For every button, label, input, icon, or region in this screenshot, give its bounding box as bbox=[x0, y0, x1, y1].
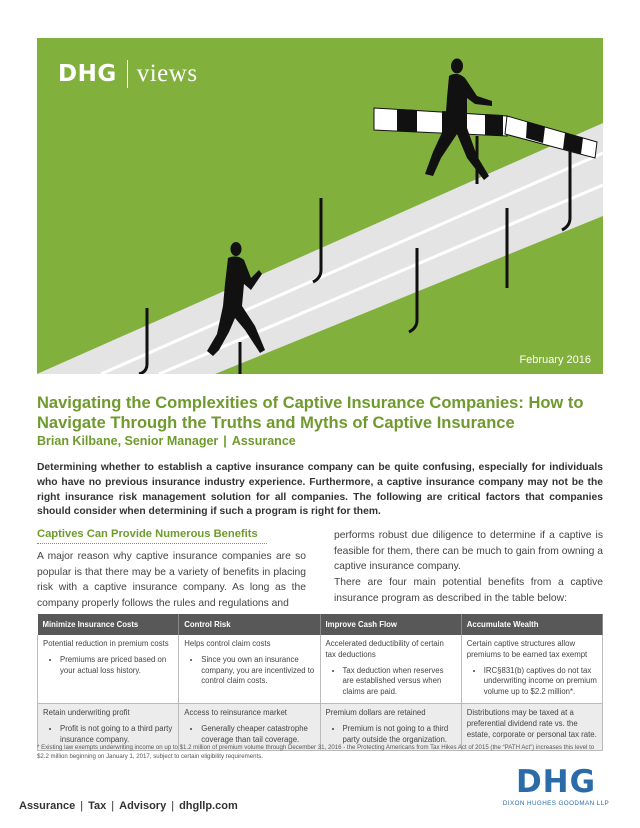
logo-word: views bbox=[136, 60, 198, 87]
department: Assurance bbox=[231, 434, 296, 448]
logo-mark: DHG bbox=[58, 61, 117, 87]
footer-link-tax[interactable]: Tax bbox=[88, 800, 107, 812]
footer-links bbox=[19, 800, 238, 812]
dhg-brand-logo bbox=[497, 766, 615, 807]
byline-separator: | bbox=[223, 434, 227, 448]
cell-text: Helps control claim costs bbox=[184, 639, 271, 648]
header-accumulate-wealth: Accumulate Wealth bbox=[461, 614, 602, 635]
footer-link-advisory[interactable]: Advisory bbox=[119, 800, 167, 812]
table-header-row bbox=[38, 614, 603, 635]
cell-text: Potential reduction in premium costs bbox=[43, 639, 169, 648]
column-1-text: A major reason why captive insurance companies are so popular is that there may be a variety of benefits in placing risk with a captive insurance company. As long as the company properly follows the rules and regulations and bbox=[37, 551, 306, 609]
section-heading: Captives Can Provide Numerous Benefits bbox=[37, 528, 267, 544]
cell-text: Access to reinsurance market bbox=[184, 707, 287, 717]
logo-divider bbox=[127, 60, 128, 88]
hero-banner bbox=[37, 38, 603, 374]
header-improve-cash-flow: Improve Cash Flow bbox=[320, 614, 461, 635]
cell-bullet: • IRC§831(b) captives do not tax underwriting income on premium volume up to $2.2 million*. bbox=[484, 666, 597, 698]
author-name: Brian Kilbane, Senior Manager bbox=[37, 434, 219, 448]
intro-paragraph: Determining whether to establish a captive insurance company can be quite confusing, especially for individuals who have no previous insurance industry experience. Furthermore, a captive insurance company may not be the right insurance risk management solution for all companies. The following are critical factors that companies should consider when determining if such a program is right for them. bbox=[37, 462, 603, 518]
footer-separator: | bbox=[80, 800, 84, 812]
footer-separator: | bbox=[171, 800, 175, 812]
cell-text: Distributions may be taxed at a preferential dividend rate vs. the estate, corporate or personal tax rate. bbox=[466, 707, 597, 739]
brand-mark: DHG bbox=[515, 764, 597, 800]
cell-text: Retain underwriting profit bbox=[43, 707, 130, 717]
cell-bullet: • Tax deduction when reserves are established versus when claims are paid. bbox=[343, 666, 456, 698]
footer-separator: | bbox=[111, 800, 115, 812]
byline bbox=[37, 434, 296, 448]
cell-text: Accelerated deductibility of certain tax deductions bbox=[325, 639, 444, 659]
hero-illustration bbox=[37, 38, 603, 374]
cell-bullet: • Since you own an insurance company, you are incentivized to control claim costs. bbox=[201, 655, 314, 687]
cell-text: Certain captive structures allow premiums to be earned tax exempt bbox=[466, 639, 588, 659]
cell-bullet: • Premium is not going to a third party outside the organization. bbox=[343, 724, 456, 746]
table-cell bbox=[179, 635, 320, 703]
publication-date: February 2016 bbox=[519, 354, 591, 366]
table-cell bbox=[461, 635, 602, 703]
footnote: * Existing law exempts underwriting income on up to $1.2 million of premium volume through December 31, 2016 - the Protecting Americans from Tax Hikes Act of 2015 (the “PATH Act”) increases this level to $2.2 million beginning on January 1, 2017, subject to certain eligibility requirements. bbox=[37, 744, 595, 760]
table-cell bbox=[38, 635, 179, 703]
header-control-risk: Control Risk bbox=[179, 614, 320, 635]
header-minimize-costs: Minimize Insurance Costs bbox=[38, 614, 179, 635]
article-title: Navigating the Complexities of Captive Insurance Companies: How to Navigate Through the Truths and Myths of Captive Insurance bbox=[37, 394, 584, 432]
dhg-views-logo bbox=[58, 60, 198, 88]
footer-link-website[interactable]: dhgllp.com bbox=[179, 800, 238, 812]
footer-link-assurance[interactable]: Assurance bbox=[19, 800, 76, 812]
brand-name: DIXON HUGHES GOODMAN LLP bbox=[502, 800, 610, 807]
column-2-para-1: performs robust due diligence to determine if a captive is feasible for them, there can be much to gain from owning a captive insurance company. bbox=[334, 530, 603, 572]
column-2-para-2: There are four main potential benefits from a captive insurance program as described in the table below: bbox=[334, 577, 603, 604]
table-cell bbox=[320, 635, 461, 703]
table-row bbox=[38, 635, 603, 703]
benefits-table bbox=[37, 614, 603, 751]
cell-bullet: • Profit is not going to a third party insurance company. bbox=[60, 724, 173, 746]
cell-bullet: • Generally cheaper catastrophe coverage than tail coverage. bbox=[201, 724, 314, 746]
cell-bullet: • Premiums are priced based on your actual loss history. bbox=[60, 655, 173, 677]
cell-text: Premium dollars are retained bbox=[325, 707, 426, 717]
